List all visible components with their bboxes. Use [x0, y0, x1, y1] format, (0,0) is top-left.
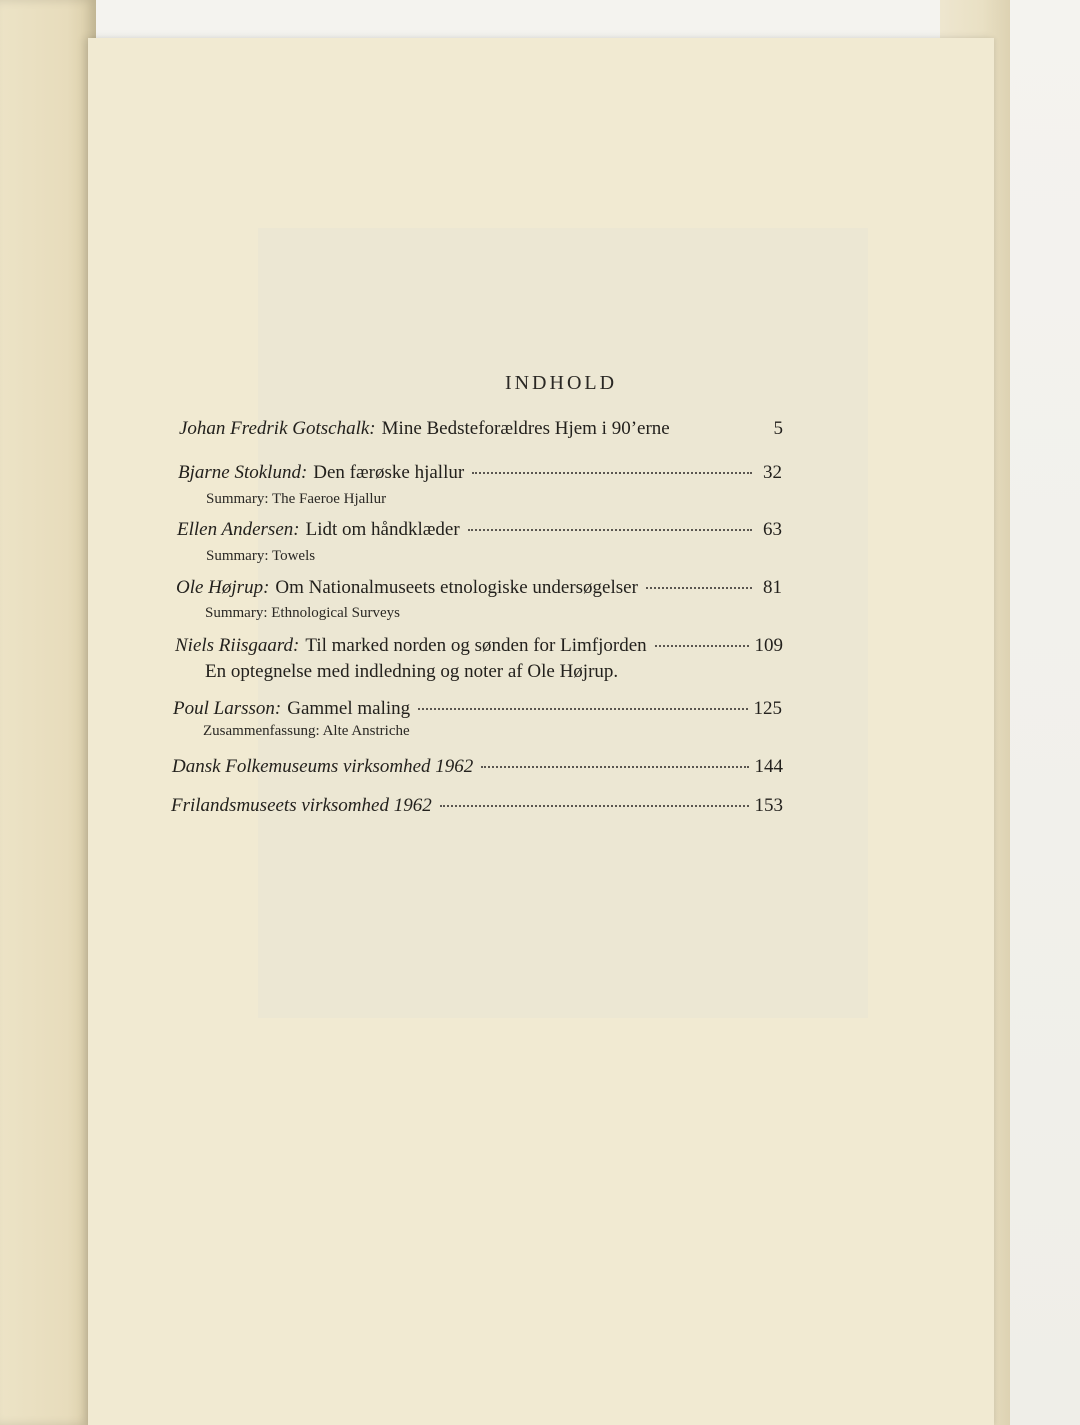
entry-page-number: 125	[753, 698, 782, 719]
entry-title: Lidt om håndklæder	[305, 519, 460, 540]
entry-title: Den færøske hjallur	[313, 462, 465, 483]
entry-title: Dansk Folkemuseums virksomhed 1962	[172, 756, 474, 777]
entry-page-number: 5	[773, 418, 783, 439]
entry-summary: Zusammenfassung: Alte Anstriche	[203, 723, 410, 739]
entry-author: Niels Riisgaard:	[175, 635, 300, 656]
entry-summary: Summary: Towels	[206, 548, 316, 564]
toc-entry	[178, 462, 782, 488]
entry-author: Johan Fredrik Gotschalk:	[179, 418, 376, 439]
book-page	[88, 38, 994, 1425]
toc-entry	[176, 577, 782, 603]
dot-leader	[472, 472, 752, 474]
dot-leader	[646, 587, 752, 589]
entry-title: Om Nationalmuseets etnologiske undersøgelser	[275, 577, 638, 598]
toc-entry	[172, 756, 783, 782]
entry-summary: Summary: Ethnological Surveys	[205, 605, 400, 621]
toc-entry	[173, 698, 782, 724]
show-through-area	[258, 228, 868, 1018]
entry-author: Poul Larsson:	[173, 698, 282, 719]
entry-page-number: 153	[754, 795, 783, 816]
entry-title: Mine Bedsteforældres Hjem i 90’erne	[381, 418, 670, 439]
entry-page-number: 81	[763, 577, 782, 598]
entry-page-number: 32	[763, 462, 782, 483]
entry-summary: Summary: The Faeroe Hjallur	[206, 491, 387, 507]
entry-title: Frilandsmuseets virksomhed 1962	[171, 795, 432, 816]
toc-entry	[177, 519, 782, 545]
dot-leader	[481, 766, 748, 768]
entry-title: Gammel maling	[287, 698, 411, 719]
toc-entry	[175, 635, 783, 661]
dot-leader	[418, 708, 747, 710]
dot-leader	[655, 645, 749, 647]
entry-continuation: En optegnelse med indledning og noter af Ole Højrup.	[205, 661, 619, 682]
entry-title: Til marked norden og sønden for Limfjorden	[305, 635, 647, 656]
entry-page-number: 144	[754, 756, 783, 777]
dot-leader	[468, 529, 752, 531]
toc-entry	[179, 418, 783, 444]
entry-author: Ellen Andersen:	[177, 519, 300, 540]
toc-entry	[171, 795, 783, 821]
entry-page-number: 63	[763, 519, 782, 540]
dot-leader	[440, 805, 749, 807]
toc-heading: INDHOLD	[504, 372, 618, 394]
entry-author: Bjarne Stoklund:	[178, 462, 308, 483]
entry-author: Ole Højrup:	[176, 577, 270, 598]
left-page-edge	[0, 0, 96, 1425]
entry-page-number: 109	[754, 635, 783, 656]
